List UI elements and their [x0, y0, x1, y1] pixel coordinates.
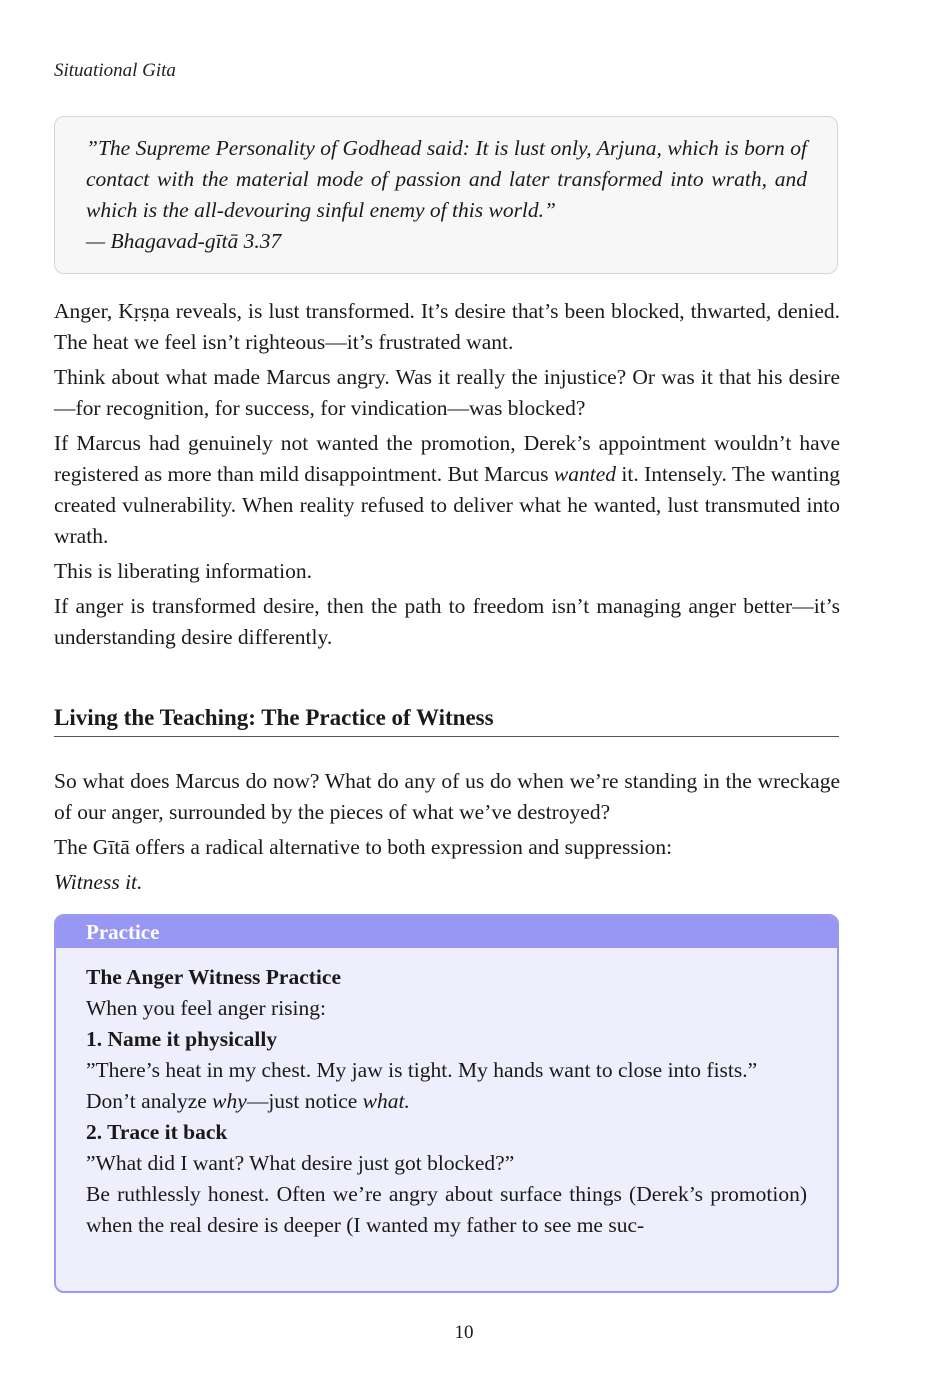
emphasis-text: what.	[362, 1089, 410, 1113]
section-heading: Living the Teaching: The Practice of Witness	[54, 702, 839, 737]
practice-title: The Anger Witness Practice	[86, 965, 341, 989]
quote-citation: — Bhagavad-gītā 3.37	[86, 229, 282, 253]
practice-intro: When you feel anger rising:	[86, 996, 326, 1020]
practice-body	[56, 948, 837, 1241]
page-number: 10	[454, 1322, 474, 1343]
step-title: 1. Name it physically	[86, 1027, 278, 1051]
step-quote: ”What did I want? What desire just got blocked?”	[86, 1151, 515, 1175]
paragraph: This is liberating information.	[54, 559, 312, 583]
paragraph-text: If Marcus had genuinely not wanted the promotion, Derek’s appointment wouldn’t have registered as more than mild disappointment. But Marcus	[54, 431, 840, 486]
paragraph-text: it. Intensely. The wanting created vulnerability. When reality refused to deliver what he wanted, lust transmuted into wrath.	[54, 462, 840, 548]
step-quote: ”There’s heat in my chest. My jaw is tight. My hands want to close into fists.”	[86, 1058, 758, 1082]
section-body-1	[54, 296, 840, 657]
paragraph: Think about what made Marcus angry. Was it really the injustice? Or was it that his desire—for recognition, for success, for vindication—was blocked?	[54, 365, 840, 420]
step-note-text: —just notice	[246, 1089, 363, 1113]
quote-text: ”The Supreme Personality of Godhead said: It is lust only, Arjuna, which is born of contact with the material mode of passion and later transformed into wrath, and which is the all-devouring sinful enemy of this world.”	[86, 136, 807, 222]
paragraph: Anger, Kṛṣṇa reveals, is lust transformed. It’s desire that’s been blocked, thwarted, denied. The heat we feel isn’t righteous—it’s frustrated want.	[54, 299, 840, 354]
paragraph: So what does Marcus do now? What do any of us do when we’re standing in the wreckage of our anger, surrounded by the pieces of what we’ve destroyed?	[54, 769, 840, 824]
practice-label: Practice	[56, 916, 837, 948]
practice-box	[54, 914, 839, 1293]
step-note-text: Don’t analyze	[86, 1089, 213, 1113]
paragraph-emphasis: Witness it.	[54, 870, 143, 894]
step-title: 2. Trace it back	[86, 1120, 228, 1144]
emphasis-text: why	[212, 1089, 247, 1113]
paragraph: The Gītā offers a radical alternative to both expression and suppression:	[54, 835, 673, 859]
emphasis-text: wanted	[553, 462, 617, 486]
step-note: Be ruthlessly honest. Often we’re angry about surface things (Derek’s promotion) when the real desire is deeper (I wanted my father to see me suc-	[86, 1182, 807, 1237]
step-note	[86, 1086, 807, 1117]
running-head: Situational Gita	[54, 60, 176, 81]
paragraph	[54, 428, 840, 552]
paragraph: If anger is transformed desire, then the path to freedom isn’t managing anger better—it’s understanding desire differently.	[54, 594, 840, 649]
epigraph-quote-box	[54, 116, 838, 274]
section-body-2	[54, 766, 840, 902]
